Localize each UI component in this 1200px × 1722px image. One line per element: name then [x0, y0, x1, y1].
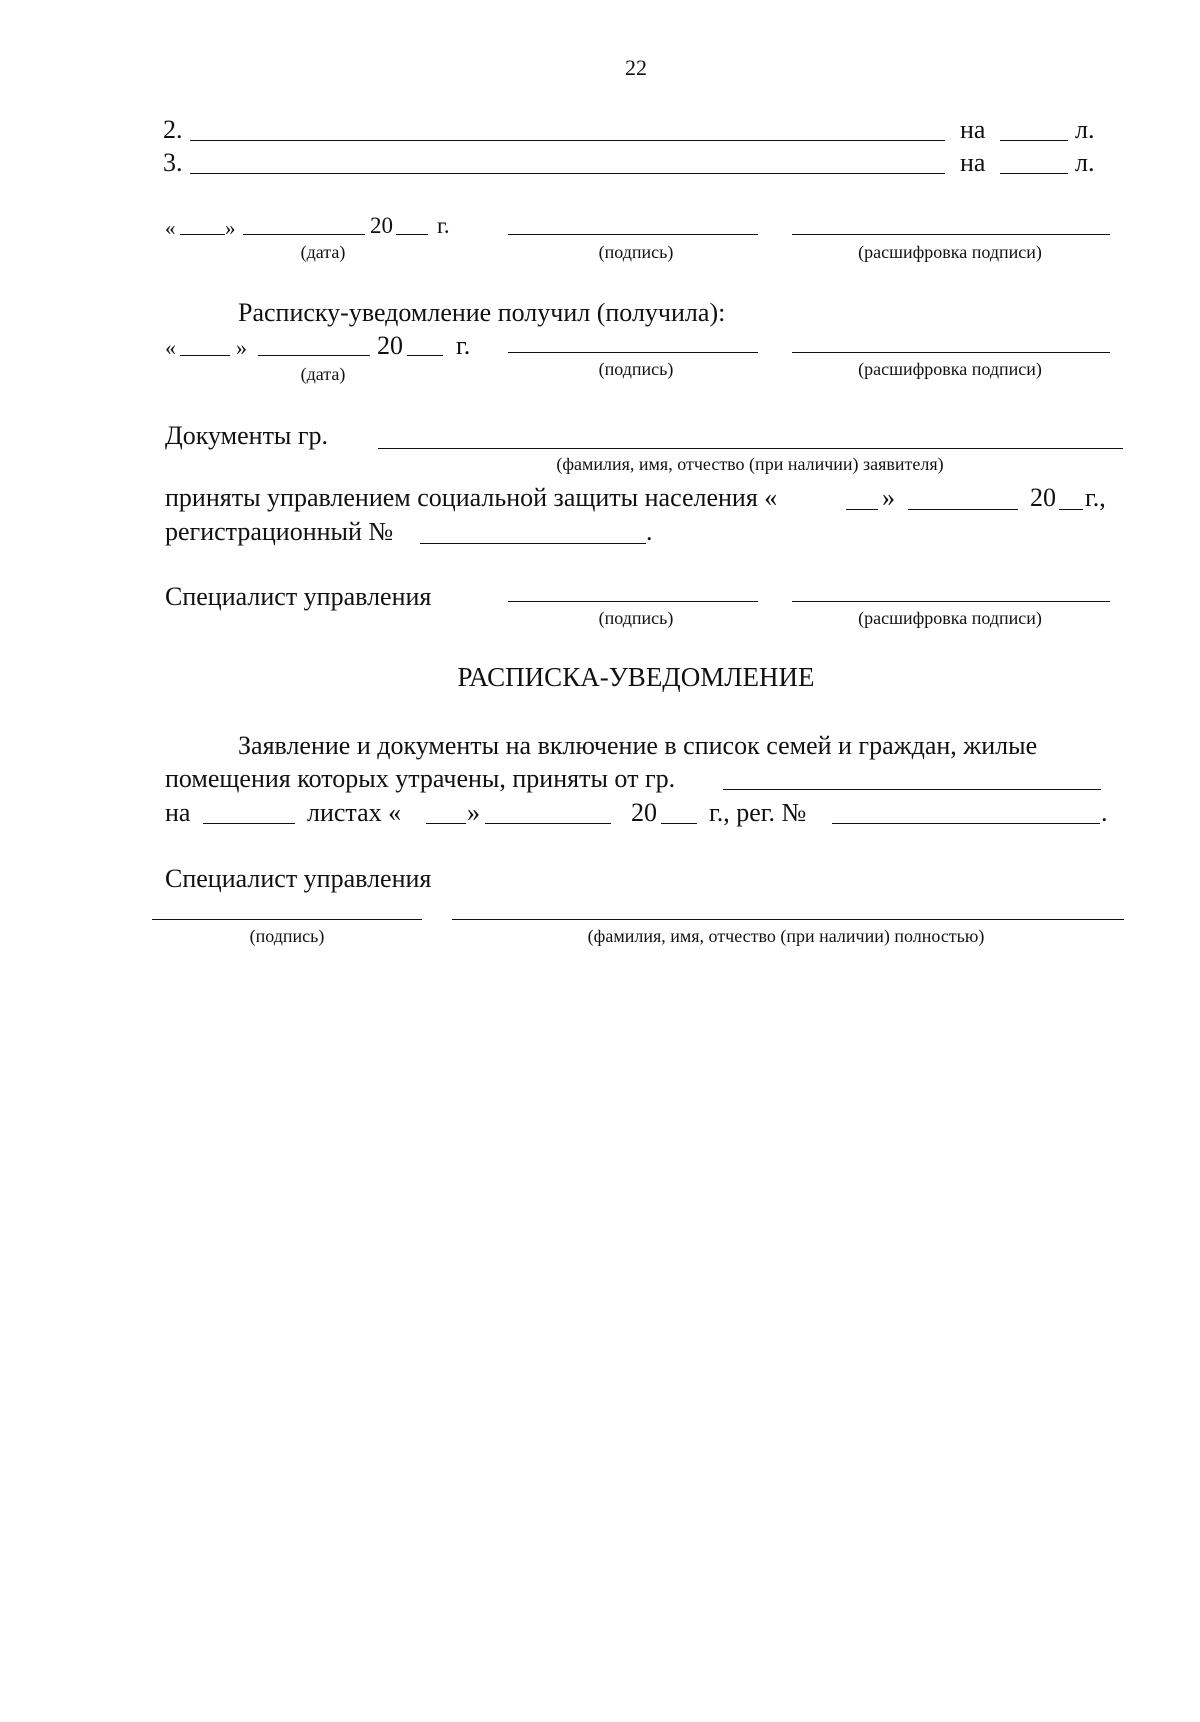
registration-number-line[interactable] [420, 543, 646, 544]
full-name-line[interactable] [452, 919, 1124, 920]
applicant-fio-line[interactable] [378, 448, 1123, 449]
signature-line[interactable] [508, 601, 758, 602]
year-suffix: г. [437, 213, 450, 238]
sheet-label: л. [1075, 115, 1095, 144]
signature-line[interactable] [152, 919, 422, 920]
month-line[interactable] [908, 509, 1018, 510]
signature-caption: (подпись) [249, 926, 325, 946]
applicant-name-line[interactable] [723, 789, 1101, 790]
signature-line[interactable] [508, 234, 758, 235]
quote-close: » [236, 335, 247, 360]
day-line[interactable] [426, 823, 466, 824]
list-item-number: 3. [163, 148, 183, 177]
receipt-line-1: Заявление и документы на включение в список семей и граждан, жилые [238, 731, 1038, 760]
na-label: на [165, 798, 191, 827]
registration-label: регистрационный № [165, 517, 394, 546]
specialist-label: Специалист управления [165, 582, 432, 611]
quote-open: « [165, 335, 176, 360]
sheets-label: листах « [307, 798, 402, 827]
signature-decoding-line[interactable] [792, 601, 1110, 602]
documents-label: Документы гр. [165, 421, 329, 450]
year-prefix: 20 [631, 798, 657, 827]
year-prefix: 20 [377, 331, 403, 360]
signature-caption: (подпись) [598, 242, 674, 262]
registration-label: г., рег. № [709, 798, 807, 827]
year-prefix: 20 [370, 213, 393, 238]
na-label: на [960, 115, 986, 144]
na-label: на [960, 148, 986, 177]
sheet-label: л. [1075, 148, 1095, 177]
registration-number-line[interactable] [832, 823, 1100, 824]
full-name-caption: (фамилия, имя, отчество (при наличии) полностью) [587, 926, 985, 946]
month-line[interactable] [485, 823, 611, 824]
date-caption: (дата) [300, 242, 346, 262]
signature-caption: (подпись) [598, 359, 674, 379]
date-caption: (дата) [300, 364, 346, 384]
quote-close: » [882, 483, 895, 512]
year-suffix: г. [456, 331, 471, 360]
year-line[interactable] [661, 823, 697, 824]
year-suffix: г., [1085, 483, 1106, 512]
receipt-line-2: помещения которых утрачены, приняты от гр. [165, 764, 676, 793]
signature-decoding-caption: (расшифровка подписи) [858, 242, 1042, 262]
list-item-number: 2. [163, 115, 183, 144]
signature-decoding-line[interactable] [792, 234, 1110, 235]
day-line[interactable] [846, 509, 878, 510]
signature-caption: (подпись) [598, 608, 674, 628]
registration-end: . [646, 517, 653, 546]
signature-decoding-caption: (расшифровка подписи) [858, 359, 1042, 379]
receipt-end: . [1101, 798, 1108, 827]
receipt-received-text: Расписку-уведомление получил (получила): [238, 298, 726, 327]
sheet-count-line[interactable] [1000, 140, 1068, 141]
page-number: 22 [625, 55, 647, 80]
sheet-count-line[interactable] [1000, 173, 1068, 174]
receipt-title: РАСПИСКА-УВЕДОМЛЕНИЕ [457, 662, 815, 692]
quote-close: » [225, 216, 236, 240]
applicant-fio-caption: (фамилия, имя, отчество (при наличии) заявителя) [556, 454, 944, 474]
signature-decoding-line[interactable] [792, 352, 1110, 353]
day-line[interactable] [180, 355, 230, 356]
accepted-text: приняты управлением социальной защиты населения « [165, 483, 778, 512]
sheet-count-line[interactable] [203, 823, 295, 824]
month-line[interactable] [243, 234, 365, 235]
fill-line[interactable] [190, 173, 945, 174]
quote-open: « [165, 216, 176, 240]
signature-line[interactable] [508, 352, 758, 353]
day-line[interactable] [180, 234, 225, 235]
month-line[interactable] [258, 355, 370, 356]
year-line[interactable] [1059, 509, 1083, 510]
fill-line[interactable] [190, 140, 945, 141]
year-line[interactable] [396, 234, 428, 235]
year-prefix: 20 [1030, 483, 1056, 512]
year-line[interactable] [407, 355, 443, 356]
signature-decoding-caption: (расшифровка подписи) [858, 608, 1042, 628]
quote-close: » [467, 798, 480, 827]
specialist-label: Специалист управления [165, 864, 432, 893]
